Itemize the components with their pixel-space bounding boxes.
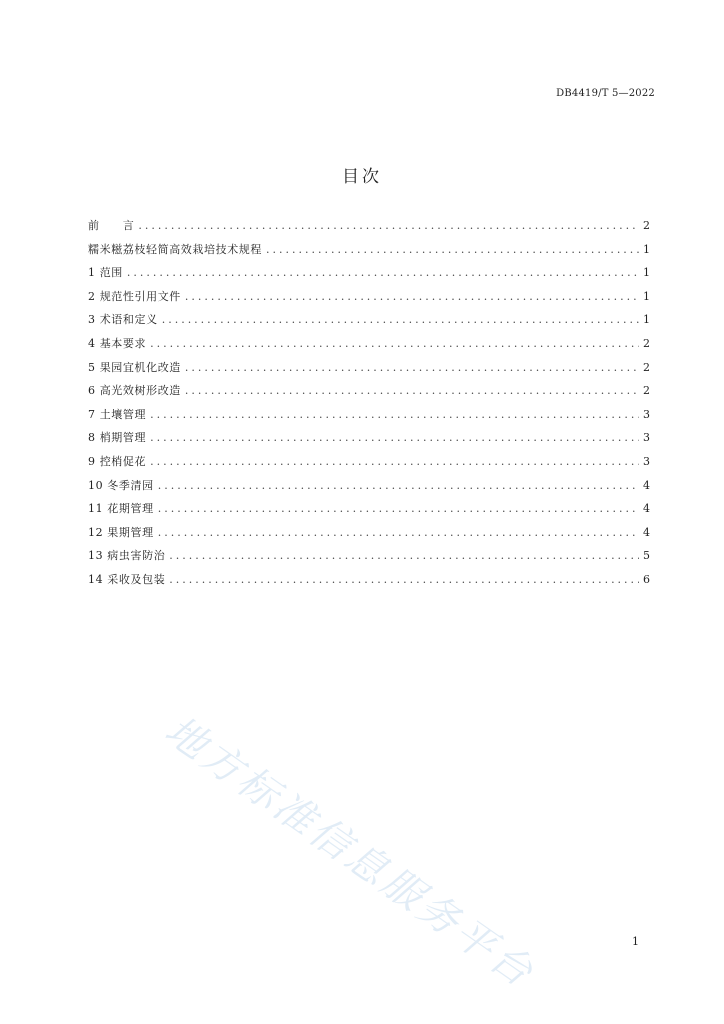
toc-entry-page: 2 xyxy=(643,219,650,232)
watermark: 地方标准信息服务平台 xyxy=(156,707,544,998)
toc-entry-page: 6 xyxy=(643,572,650,586)
toc-leader-dots xyxy=(185,379,639,403)
toc-entry-label: 3 术语和定义 xyxy=(88,313,158,327)
toc-entry-13[interactable] xyxy=(88,544,650,568)
toc-entry-page: 2 xyxy=(643,336,650,350)
toc-entry-foreword[interactable] xyxy=(88,214,650,238)
toc-leader-dots xyxy=(150,332,639,356)
toc-entry-standard-title[interactable] xyxy=(88,238,650,262)
toc-entry-page: 1 xyxy=(643,242,650,256)
toc-entry-label: 5 果园宜机化改造 xyxy=(88,360,181,374)
toc-leader-dots xyxy=(158,497,639,521)
toc-entry-label: 4 基本要求 xyxy=(88,336,147,350)
toc-entry-label: 8 梢期管理 xyxy=(88,431,147,445)
toc-entry-1[interactable] xyxy=(88,261,650,285)
toc-entry-page: 1 xyxy=(643,289,650,303)
toc-entry-page: 1 xyxy=(643,266,650,280)
toc-entry-page: 1 xyxy=(643,313,650,327)
toc-entry-label: 9 控梢促花 xyxy=(88,454,147,468)
toc-entry-page: 4 xyxy=(643,478,650,492)
toc-entry-3[interactable] xyxy=(88,308,650,332)
toc-entry-9[interactable] xyxy=(88,450,650,474)
toc-entry-14[interactable] xyxy=(88,568,650,592)
toc-leader-dots xyxy=(185,285,639,309)
toc-entry-label: 12 果期管理 xyxy=(88,525,154,539)
toc-leader-dots xyxy=(266,238,639,262)
toc-entry-page: 3 xyxy=(643,431,650,445)
toc-leader-dots xyxy=(127,261,639,285)
toc-entry-page: 2 xyxy=(643,360,650,374)
toc-leader-dots xyxy=(150,426,639,450)
toc-entry-label: 7 土壤管理 xyxy=(88,407,147,421)
toc-entry-page: 4 xyxy=(643,502,650,516)
toc-entry-page: 5 xyxy=(643,549,650,563)
document-id: DB4419/T 5—2022 xyxy=(556,88,655,99)
toc-leader-dots xyxy=(169,568,639,592)
toc-entry-page: 2 xyxy=(643,384,650,398)
toc-entry-label: 14 采收及包装 xyxy=(88,572,166,586)
toc-entry-label: 1 范围 xyxy=(88,266,123,280)
toc-entry-label: 糯米糍荔枝轻简高效栽培技术规程 xyxy=(88,242,262,256)
toc-entry-label: 13 病虫害防治 xyxy=(88,549,166,563)
toc-entry-label: 10 冬季清园 xyxy=(88,478,154,492)
toc-entry-2[interactable] xyxy=(88,285,650,309)
toc-entry-page: 3 xyxy=(643,407,650,421)
toc-entry-label: 2 规范性引用文件 xyxy=(88,289,181,303)
toc-entry-page: 4 xyxy=(643,525,650,539)
toc-entry-11[interactable] xyxy=(88,497,650,521)
toc-leader-dots xyxy=(138,214,639,238)
toc-entry-10[interactable] xyxy=(88,474,650,498)
toc-leader-dots xyxy=(158,474,639,498)
toc-entry-8[interactable] xyxy=(88,426,650,450)
toc-entry-7[interactable] xyxy=(88,403,650,427)
toc-leader-dots xyxy=(150,450,639,474)
toc-leader-dots xyxy=(185,356,639,380)
toc-entry-4[interactable] xyxy=(88,332,650,356)
toc-leader-dots xyxy=(158,521,639,545)
toc-entry-label: 6 高光效树形改造 xyxy=(88,384,181,398)
page-number: 1 xyxy=(632,935,639,948)
toc-leader-dots xyxy=(169,544,639,568)
toc-entry-12[interactable] xyxy=(88,521,650,545)
page-title: 目次 xyxy=(342,167,382,187)
toc-entry-label: 11 花期管理 xyxy=(88,502,154,516)
toc-entry-label: 前 言 xyxy=(88,219,135,232)
toc-entry-page: 3 xyxy=(643,454,650,468)
table-of-contents xyxy=(88,214,650,592)
toc-leader-dots xyxy=(150,403,639,427)
toc-entry-6[interactable] xyxy=(88,379,650,403)
toc-leader-dots xyxy=(162,308,639,332)
toc-entry-5[interactable] xyxy=(88,356,650,380)
